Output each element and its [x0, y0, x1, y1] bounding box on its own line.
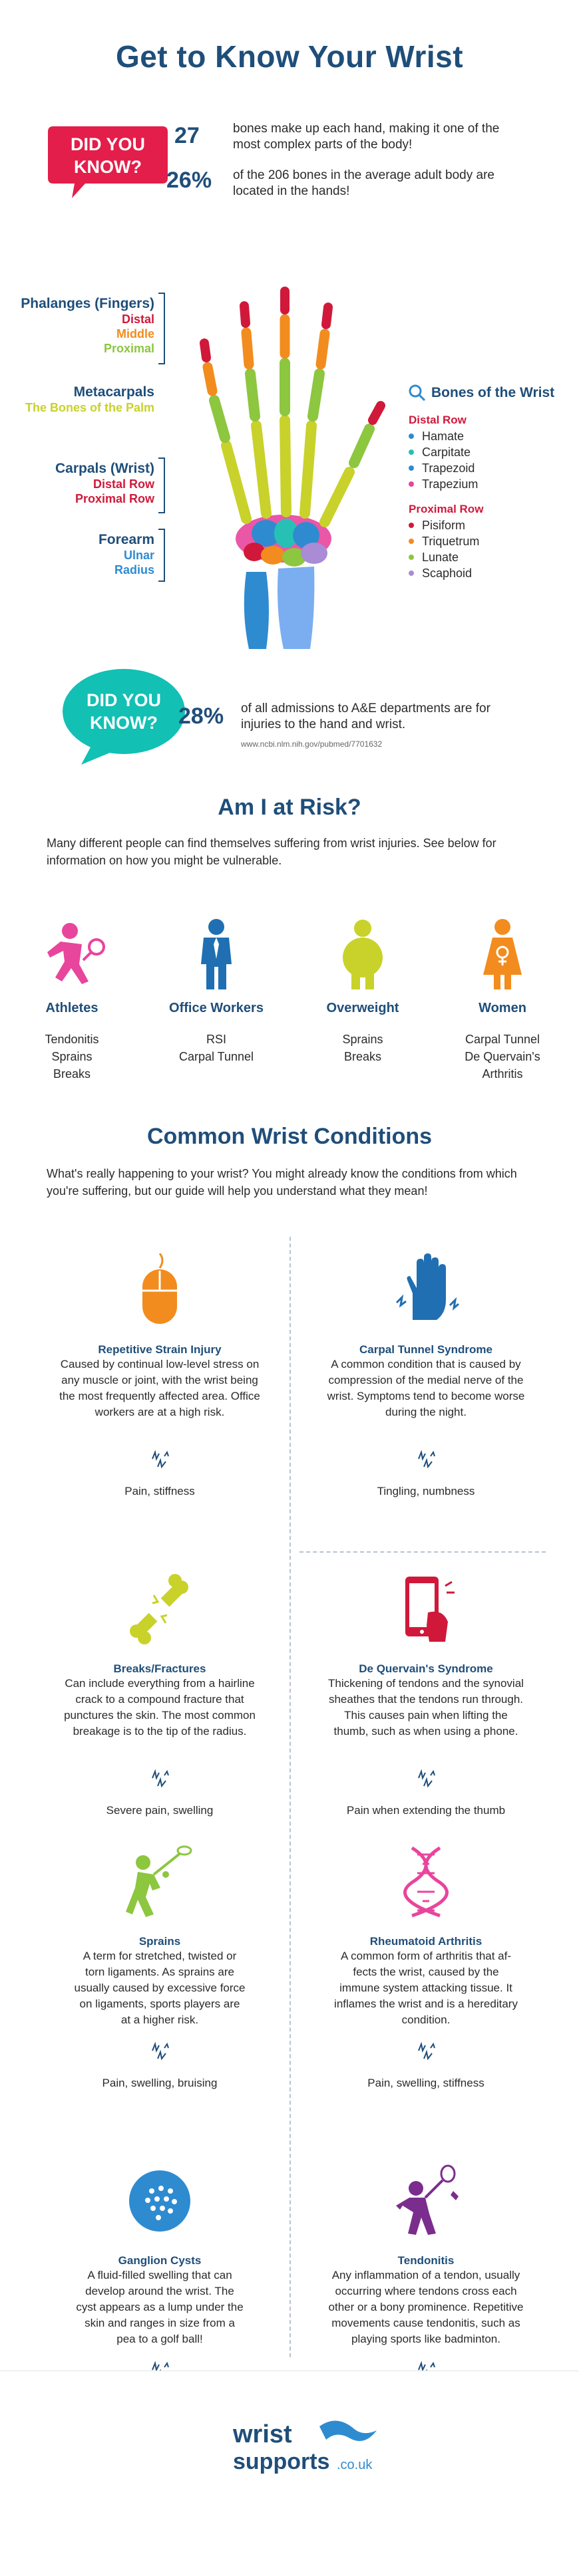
page-title: Get to Know Your Wrist: [115, 39, 464, 74]
risk-group-list: [443, 1031, 562, 1083]
legend-item-label: Hamate: [422, 430, 465, 443]
woman-icon: [466, 918, 539, 991]
condition-name: Rheumatoid Arthritis: [369, 1935, 482, 1948]
phalanges-label: [13, 296, 154, 356]
legend-title: Bones of the Wrist: [431, 385, 555, 400]
distal-label: Distal: [121, 313, 154, 326]
legend-distal-title: Distal Row: [409, 414, 467, 426]
condition-card: [306, 1250, 546, 1498]
condition-symptoms: Pain when extending the thumb: [346, 1804, 506, 1817]
stat-value: 26%: [166, 168, 212, 193]
legend-item-label: Triquetrum: [422, 535, 480, 548]
conditions-heading: Common Wrist Conditions: [146, 1124, 433, 1149]
risk-group-office-workers: [156, 918, 276, 1065]
condition-description-line: usually caused by excessive force: [74, 1982, 246, 1994]
condition-description-line: Can include everything from a hairline: [65, 1677, 255, 1690]
condition-description-line: wrist. Symptoms tend to become worse: [327, 1390, 525, 1402]
risk-group-name: Athletes: [45, 1001, 98, 1015]
badge2-line-1: DID YOU: [86, 690, 162, 710]
condition-description-line: A fluid-filled swelling that can: [87, 2269, 232, 2281]
risk-item: Breaks: [343, 1050, 382, 1063]
stat-text-line: of all admissions to A&E departments are for: [241, 702, 490, 715]
condition-description-line: Any inflammation of a tendon, usually: [331, 2269, 520, 2281]
ulnar-label: Ulnar: [123, 549, 154, 562]
overweight-icon: [326, 918, 399, 991]
condition-description-line: cyst appears as a lump under the: [76, 2301, 244, 2313]
badge2-line-2: KNOW?: [90, 713, 158, 733]
legend-dot-icon: [409, 571, 414, 576]
condition-description-line: movements cause tendonitis, such as: [331, 2317, 520, 2329]
condition-description-line: A common condition that is caused by: [331, 1358, 521, 1370]
condition-description-line: occurring where tendons cross each: [335, 2285, 517, 2297]
condition-description: [40, 1676, 280, 1739]
hand-skeleton-illustration: [166, 226, 406, 652]
wristsupports-logo[interactable]: [220, 2408, 379, 2488]
condition-description-line: the most frequently affected area. Office: [59, 1390, 260, 1402]
legend-proximal-title: Proximal Row: [409, 503, 484, 515]
condition-card: [40, 1250, 280, 1498]
condition-card: [40, 1569, 280, 1817]
pain-icon: [40, 2041, 280, 2065]
risk-item: De Quervain's: [465, 1050, 540, 1063]
condition-description-line: thumb, such as when using a phone.: [333, 1725, 518, 1738]
condition-description: [40, 1948, 280, 2028]
stat-text-line: bones make up each hand, making it one of the: [233, 122, 500, 136]
risk-group-athletes: [12, 918, 132, 1083]
legend-dot-icon: [409, 465, 414, 471]
stat-value: 28%: [178, 704, 224, 729]
legend-dot-icon: [409, 434, 414, 439]
badminton-icon: [306, 2161, 546, 2241]
stat-value: 27: [174, 123, 200, 148]
badge-line-2: KNOW?: [74, 157, 142, 177]
forearm-bracket: [158, 529, 165, 582]
legend-item: [409, 533, 568, 549]
risk-group-name: Women: [479, 1001, 526, 1015]
phalanges-title: Phalanges (Fingers): [21, 296, 154, 311]
legend-dot-icon: [409, 481, 414, 487]
condition-description-line: during the night.: [385, 1406, 467, 1418]
magnifier-icon: [409, 384, 426, 402]
risk-group-list: [12, 1031, 132, 1083]
carpals-label: [13, 461, 154, 506]
proximal-label: Proximal: [103, 342, 154, 355]
condition-description: [306, 1676, 546, 1739]
risk-item: Carpal Tunnel: [178, 1050, 254, 1063]
condition-symptoms: Severe pain, swelling: [106, 1804, 214, 1817]
condition-description-line: compression of the medial nerve of the: [328, 1374, 524, 1386]
condition-description-line: develop around the wrist. The: [85, 2285, 234, 2297]
risk-item: Arthritis: [482, 1067, 523, 1081]
condition-description-line: sheathes that the tendons run through.: [328, 1693, 524, 1706]
condition-description: [40, 2267, 280, 2347]
proximal-row-label: Proximal Row: [75, 492, 154, 505]
risk-heading: Am I at Risk?: [218, 795, 361, 820]
radius-label: Radius: [114, 563, 154, 577]
risk-item: Sprains: [51, 1050, 93, 1063]
pain-icon: [40, 1450, 280, 1473]
stat-text-line: most complex parts of the body!: [233, 138, 413, 152]
condition-description-line: Caused by continual low-level stress on: [60, 1358, 260, 1370]
did-you-know-badge-2: [61, 666, 186, 766]
carpals-title: Carpals (Wrist): [55, 461, 154, 476]
legend-item-label: Lunate: [422, 551, 459, 564]
hand-pain-icon: [306, 1250, 546, 1330]
legend-item: [409, 549, 568, 565]
logo-bottom: supports: [233, 2449, 330, 2474]
condition-description-line: A common form of arthritis that af-: [340, 1950, 512, 1962]
metacarpals-label: [13, 384, 154, 415]
phalanges-bracket: [158, 293, 165, 364]
condition-card: [306, 1569, 546, 1817]
condition-description-line: This causes pain when lifting the: [344, 1709, 508, 1722]
carpals-bracket: [158, 457, 165, 513]
legend-item: [409, 460, 568, 476]
condition-description-line: A term for stretched, twisted or: [83, 1950, 237, 1962]
condition-description: [306, 1948, 546, 2028]
legend-item: [409, 517, 568, 533]
risk-group-women: [443, 918, 562, 1083]
condition-description: [306, 2267, 546, 2347]
did-you-know-badge: [45, 121, 170, 199]
risk-group-list: [303, 1031, 423, 1065]
condition-description-line: at a higher risk.: [120, 2013, 199, 2026]
risk-item: Carpal Tunnel: [465, 1033, 540, 1046]
legend-item: [409, 428, 568, 444]
phone-icon: [306, 1569, 546, 1649]
condition-description-line: other or a bony prominence. Repetitive: [328, 2301, 524, 2313]
footer: [0, 2371, 579, 2576]
condition-name: Ganglion Cysts: [118, 2254, 202, 2267]
legend-item-label: Trapezoid: [422, 461, 475, 475]
pain-icon: [40, 1769, 280, 1792]
athlete-icon: [35, 918, 108, 991]
legend-item-label: Scaphoid: [422, 567, 473, 580]
condition-description-line: skin and ranges in size from a: [85, 2317, 235, 2329]
badge-line-1: DID YOU: [70, 134, 146, 154]
stat-text: [233, 168, 526, 199]
condition-name: De Quervain's Syndrome: [359, 1662, 493, 1675]
legend-item: [409, 476, 568, 492]
conditions-intro: What's really happening to your wrist? You might already know the conditions from which you're suffering, but our guide will help you understand what they mean!: [47, 1167, 517, 1198]
risk-item: RSI: [206, 1033, 226, 1046]
stat-text: [241, 701, 540, 733]
condition-description-line: immune system attacking tissue. It: [339, 1982, 512, 1994]
mouse-icon: [40, 1250, 280, 1330]
condition-description-line: playing sports like badminton.: [351, 2333, 500, 2345]
cyst-icon: [40, 2161, 280, 2241]
legend-dot-icon: [409, 555, 414, 560]
condition-description-line: inflames the wrist and is a hereditary: [334, 1997, 518, 2010]
condition-name: Breaks/Fractures: [113, 1662, 206, 1675]
condition-description-line: condition.: [401, 2013, 451, 2026]
condition-name: Repetitive Strain Injury: [98, 1343, 222, 1356]
dna-icon: [306, 1842, 546, 1922]
pain-icon: [306, 2041, 546, 2065]
legend-item-label: Trapezium: [422, 477, 479, 491]
legend-proximal-list: [409, 517, 568, 581]
forearm-label: [13, 532, 154, 577]
condition-description-line: pea to a golf ball!: [116, 2333, 203, 2345]
metacarpals-sub: The Bones of the Palm: [25, 401, 154, 414]
risk-group-list: [156, 1031, 276, 1065]
middle-label: Middle: [116, 327, 154, 340]
condition-description: [306, 1356, 546, 1420]
risk-item: Breaks: [53, 1067, 91, 1081]
logo-suffix: .co.uk: [337, 2458, 373, 2472]
condition-description-line: on ligaments, sports players are: [79, 1997, 240, 2010]
condition-symptoms: Tingling, numbness: [377, 1485, 475, 1497]
condition-symptoms: Pain, swelling, stiffness: [367, 2077, 484, 2089]
broken-bone-icon: [40, 1569, 280, 1649]
condition-description-line: any muscle or joint, with the wrist being: [61, 1374, 258, 1386]
column-divider: [290, 1237, 291, 2357]
legend-dot-icon: [409, 450, 414, 455]
stat-text-line: of the 206 bones in the average adult body are: [233, 168, 494, 182]
row-divider: [299, 1551, 546, 1553]
risk-item: Sprains: [342, 1033, 383, 1046]
metacarpals-title: Metacarpals: [73, 384, 154, 400]
stat-text-line: located in the hands!: [233, 184, 350, 198]
risk-intro: Many different people can find themselves suffering from wrist injuries. See below for information on how you might be vulnerable.: [47, 837, 496, 867]
legend-item-label: Carpitate: [422, 446, 471, 459]
condition-symptoms: Pain, swelling, bruising: [102, 2077, 218, 2089]
condition-description-line: Thickening of tendons and the synovial: [328, 1677, 524, 1690]
wrist-bones-legend: [409, 384, 568, 581]
legend-dot-icon: [409, 523, 414, 528]
lacrosse-icon: [40, 1842, 280, 1922]
condition-symptoms: Pain, stiffness: [124, 1485, 195, 1497]
condition-description-line: workers are at a high risk.: [95, 1406, 225, 1418]
condition-description-line: crack to a compound fracture that: [75, 1693, 244, 1706]
condition-description-line: punctures the skin. The most common: [64, 1709, 256, 1722]
legend-item: [409, 444, 568, 460]
condition-description-line: fects the wrist, caused by the: [353, 1966, 499, 1978]
condition-description-line: breakage is to the tip of the radius.: [73, 1725, 247, 1738]
condition-card: [306, 1842, 546, 2090]
risk-group-name: Office Workers: [169, 1001, 264, 1015]
stat-text-line: injuries to the hand and wrist.: [241, 717, 406, 731]
legend-distal-list: [409, 428, 568, 492]
condition-card: [40, 1842, 280, 2090]
legend-item: [409, 565, 568, 581]
stat-text: [233, 121, 526, 153]
logo-top: wrist: [233, 2420, 292, 2448]
risk-group-name: Overweight: [326, 1001, 399, 1015]
source-link[interactable]: www.ncbi.nlm.nih.gov/pubmed/7701632: [241, 739, 383, 749]
condition-description: [40, 1356, 280, 1420]
risk-group-overweight: [303, 918, 423, 1065]
condition-description-line: torn ligaments. As sprains are: [85, 1966, 234, 1978]
condition-name: Carpal Tunnel Syndrome: [359, 1343, 492, 1356]
condition-name: Tendonitis: [397, 2254, 455, 2267]
office-worker-icon: [180, 918, 253, 991]
pain-icon: [306, 1450, 546, 1473]
legend-dot-icon: [409, 539, 414, 544]
distal-row-label: Distal Row: [93, 477, 154, 491]
condition-name: Sprains: [138, 1935, 181, 1948]
risk-item: Tendonitis: [45, 1033, 99, 1046]
forearm-title: Forearm: [98, 532, 154, 547]
legend-item-label: Pisiform: [422, 519, 466, 532]
pain-icon: [306, 1769, 546, 1792]
